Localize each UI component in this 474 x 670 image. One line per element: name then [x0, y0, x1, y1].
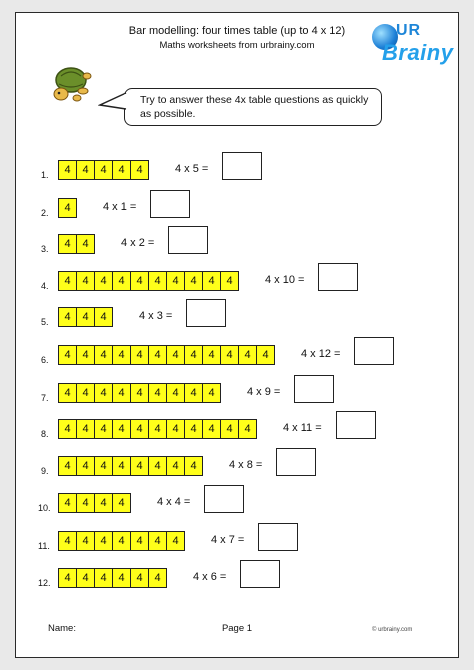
bar-cell: 4 — [148, 345, 167, 365]
equation-text: 4 x 11 = — [283, 422, 322, 434]
bar-cell: 4 — [58, 531, 77, 551]
bar-cell: 4 — [184, 271, 203, 291]
page-number: Page 1 — [221, 623, 253, 634]
bar-cell: 4 — [202, 419, 221, 439]
answer-box[interactable] — [276, 448, 316, 476]
bar-cell: 4 — [166, 419, 185, 439]
bar-cell: 4 — [112, 456, 131, 476]
bar-cell: 4 — [76, 531, 95, 551]
answer-box[interactable] — [150, 190, 190, 218]
question-number: 2. — [41, 208, 49, 218]
bar-cell: 4 — [112, 531, 131, 551]
bar-cell: 4 — [76, 234, 95, 254]
equation-text: 4 x 10 = — [265, 274, 305, 286]
bar-cell: 4 — [58, 456, 77, 476]
bar-cell: 4 — [220, 419, 239, 439]
bar-cell: 4 — [130, 531, 149, 551]
question-number: 11. — [38, 541, 50, 551]
bar-cell: 4 — [76, 493, 95, 513]
question-number: 6. — [41, 355, 49, 365]
bar-cell: 4 — [148, 531, 167, 551]
worksheet-subtitle: Maths worksheets from urbrainy.com — [159, 40, 315, 51]
bar-cell: 4 — [94, 160, 113, 180]
bar-cell: 4 — [220, 271, 239, 291]
bar-cell: 4 — [94, 456, 113, 476]
equation-text: 4 x 6 = — [193, 571, 227, 583]
bar-cell: 4 — [112, 345, 131, 365]
answer-box[interactable] — [354, 337, 394, 365]
equation-text: 4 x 7 = — [211, 534, 245, 546]
equation-text: 4 x 9 = — [247, 386, 281, 398]
bar-cell: 4 — [58, 160, 77, 180]
bar-cell: 4 — [76, 345, 95, 365]
bar-cell: 4 — [112, 383, 131, 403]
equation-text: 4 x 8 = — [229, 459, 263, 471]
bar-cell: 4 — [148, 419, 167, 439]
question-number: 3. — [41, 244, 49, 254]
bar-cell: 4 — [112, 160, 131, 180]
bar-cell: 4 — [184, 456, 203, 476]
bar-cell: 4 — [58, 493, 77, 513]
bar-cell: 4 — [166, 345, 185, 365]
bar-cell: 4 — [58, 383, 77, 403]
bar-cell: 4 — [76, 307, 95, 327]
bar-cell: 4 — [112, 493, 131, 513]
turtle-icon — [47, 62, 95, 106]
bar-model — [58, 456, 202, 476]
answer-box[interactable] — [222, 152, 262, 180]
equation-text: 4 x 2 = — [121, 237, 155, 249]
bar-model — [58, 271, 238, 291]
bar-cell: 4 — [184, 419, 203, 439]
bar-cell: 4 — [112, 568, 131, 588]
equation-text: 4 x 4 = — [157, 496, 191, 508]
question-number: 8. — [41, 429, 49, 439]
bar-cell: 4 — [76, 568, 95, 588]
urbrainy-logo — [366, 18, 454, 70]
name-label: Name: — [48, 623, 76, 634]
bar-cell: 4 — [202, 345, 221, 365]
question-number: 5. — [41, 317, 49, 327]
answer-box[interactable] — [318, 263, 358, 291]
bar-model — [58, 531, 184, 551]
bar-cell: 4 — [94, 493, 113, 513]
bar-cell: 4 — [58, 234, 77, 254]
logo-text-ur: UR — [396, 22, 422, 39]
equation-text: 4 x 3 = — [139, 310, 173, 322]
bar-cell: 4 — [58, 568, 77, 588]
bar-cell: 4 — [130, 383, 149, 403]
question-number: 9. — [41, 466, 49, 476]
bar-model — [58, 419, 256, 439]
bar-cell: 4 — [58, 307, 77, 327]
bar-cell: 4 — [76, 456, 95, 476]
bar-cell: 4 — [58, 419, 77, 439]
bar-cell: 4 — [256, 345, 275, 365]
bar-cell: 4 — [130, 345, 149, 365]
bar-cell: 4 — [76, 383, 95, 403]
question-number: 10. — [38, 503, 51, 513]
bar-cell: 4 — [94, 271, 113, 291]
bar-cell: 4 — [130, 456, 149, 476]
bar-cell: 4 — [238, 419, 257, 439]
answer-box[interactable] — [204, 485, 244, 513]
equation-text: 4 x 5 = — [175, 163, 209, 175]
bar-model — [58, 568, 166, 588]
answer-box[interactable] — [240, 560, 280, 588]
bar-cell: 4 — [130, 271, 149, 291]
question-number: 7. — [41, 393, 49, 403]
bar-cell: 4 — [94, 568, 113, 588]
bar-cell: 4 — [166, 383, 185, 403]
bar-cell: 4 — [58, 271, 77, 291]
bar-cell: 4 — [202, 383, 221, 403]
bar-cell: 4 — [130, 568, 149, 588]
answer-box[interactable] — [168, 226, 208, 254]
speech-bubble-tail — [98, 91, 130, 113]
bar-model — [58, 383, 220, 403]
equation-text: 4 x 1 = — [103, 201, 137, 213]
bar-model — [58, 234, 94, 254]
bar-cell: 4 — [184, 345, 203, 365]
answer-box[interactable] — [336, 411, 376, 439]
bar-cell: 4 — [76, 419, 95, 439]
bar-model — [58, 493, 130, 513]
bar-cell: 4 — [166, 271, 185, 291]
bar-cell: 4 — [58, 198, 77, 218]
bar-cell: 4 — [94, 307, 113, 327]
bar-cell: 4 — [202, 271, 221, 291]
bar-cell: 4 — [148, 568, 167, 588]
bar-cell: 4 — [94, 419, 113, 439]
bar-cell: 4 — [94, 531, 113, 551]
logo-text-brainy: Brainy — [382, 40, 454, 65]
bar-cell: 4 — [238, 345, 257, 365]
bar-cell: 4 — [112, 271, 131, 291]
copyright-text: © urbrainy.com — [372, 627, 413, 633]
bar-cell: 4 — [166, 531, 185, 551]
answer-box[interactable] — [294, 375, 334, 403]
bar-cell: 4 — [130, 160, 149, 180]
bar-model — [58, 307, 112, 327]
worksheet-title: Bar modelling: four times table (up to 4 x 12) — [128, 25, 346, 37]
bar-cell: 4 — [76, 160, 95, 180]
bar-model — [58, 345, 274, 365]
bar-cell: 4 — [148, 456, 167, 476]
bar-cell: 4 — [94, 345, 113, 365]
bar-cell: 4 — [148, 383, 167, 403]
bar-cell: 4 — [58, 345, 77, 365]
equation-text: 4 x 12 = — [301, 348, 341, 360]
bar-cell: 4 — [184, 383, 203, 403]
bar-model — [58, 198, 76, 218]
bar-cell: 4 — [148, 271, 167, 291]
question-number: 4. — [41, 281, 49, 291]
bar-cell: 4 — [94, 383, 113, 403]
question-number: 12. — [38, 578, 51, 588]
bar-cell: 4 — [112, 419, 131, 439]
answer-box[interactable] — [186, 299, 226, 327]
bar-cell: 4 — [130, 419, 149, 439]
answer-box[interactable] — [258, 523, 298, 551]
bar-cell: 4 — [166, 456, 185, 476]
bar-cell: 4 — [76, 271, 95, 291]
question-number: 1. — [41, 170, 49, 180]
bar-model — [58, 160, 148, 180]
instruction-text: Try to answer these 4x table questions as quickly as possible. — [140, 94, 369, 120]
bar-cell: 4 — [220, 345, 239, 365]
